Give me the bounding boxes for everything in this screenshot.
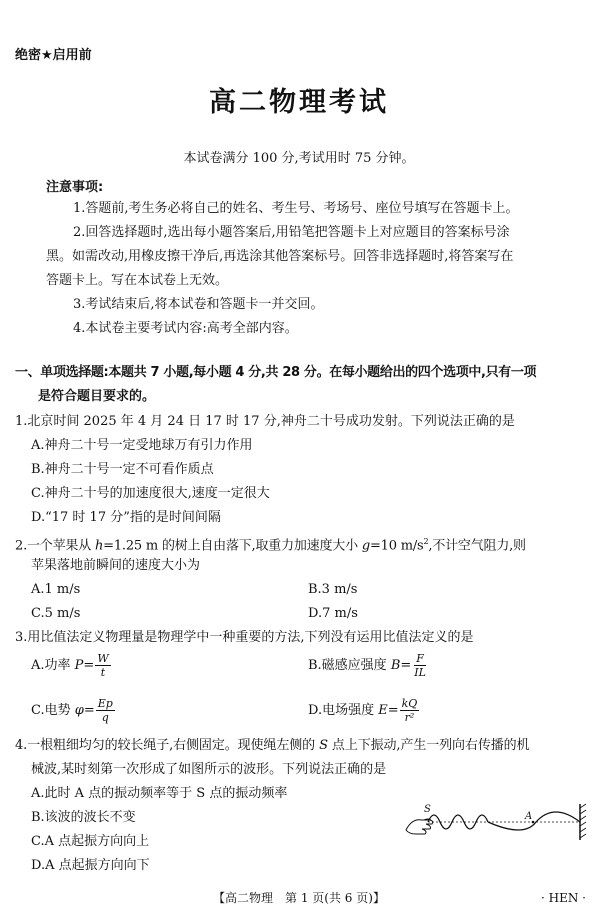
label-a: A bbox=[525, 811, 533, 822]
question-1-option-c: C.神舟二十号的加速度很大,速度一定很大 bbox=[31, 486, 270, 501]
exam-info: 本试卷满分 100 分,考试用时 75 分钟。 bbox=[183, 151, 415, 166]
question-2-option-b: B.3 m/s bbox=[308, 582, 358, 597]
note-1: 1.答题前,考生务必将自己的姓名、考生号、考场号、座位号填写在答题卡上。 bbox=[73, 201, 519, 216]
question-4-stem: 4.一根粗细均匀的较长绳子,右侧固定。现使绳左侧的 S 点上下振动,产生一列向右传播的机 bbox=[15, 738, 530, 753]
notes-heading: 注意事项: bbox=[46, 180, 104, 195]
question-3-option-a: A.功率 P= $\frac{W}{t}$ bbox=[31, 652, 109, 679]
question-2-option-c: C.5 m/s bbox=[31, 606, 81, 621]
question-3-option-b: B.磁感应强度 B= $\frac{F}{IL}$ bbox=[308, 652, 426, 679]
note-4: 4.本试卷主要考试内容:高考全部内容。 bbox=[73, 321, 298, 336]
question-4-option-c: C.A 点起振方向向上 bbox=[31, 834, 150, 849]
footer-code: · HEN · bbox=[541, 891, 586, 905]
note-3: 3.考试结束后,将本试卷和答题卡一并交回。 bbox=[73, 297, 324, 312]
question-2-option-d: D.7 m/s bbox=[308, 606, 358, 621]
question-3-option-c: C.电势 φ= $\frac{Ep}{q}$ bbox=[31, 697, 113, 724]
question-3-option-d: D.电场强度 E= $\frac{kQ}{\text{r²}}$ bbox=[308, 697, 418, 724]
question-4-option-a: A.此时 A 点的振动频率等于 S 点的振动频率 bbox=[31, 786, 288, 801]
question-2-stem-line-2: 苹果落地前瞬间的速度大小为 bbox=[31, 558, 201, 573]
section-heading-line-2: 是符合题目要求的。 bbox=[38, 389, 156, 404]
page-title: 高二物理考试 bbox=[209, 87, 389, 118]
question-1-stem: 1.北京时间 2025 年 4 月 24 日 17 时 17 分,神舟二十号成功发射。下列说法正确的是 bbox=[15, 414, 515, 429]
question-3-stem: 3.用比值法定义物理量是物理学中一种重要的方法,下列没有运用比值法定义的是 bbox=[15, 630, 474, 645]
confidential-label: 绝密★启用前 bbox=[15, 48, 92, 63]
question-4-option-b: B.该波的波长不变 bbox=[31, 810, 136, 825]
note-2-line-3: 答题卡上。写在本试卷上无效。 bbox=[46, 273, 229, 288]
question-2-option-a: A.1 m/s bbox=[31, 582, 81, 597]
question-4-option-d: D.A 点起振方向向下 bbox=[31, 858, 150, 873]
question-4-stem-line-2: 械波,某时刻第一次形成了如图所示的波形。下列说法正确的是 bbox=[31, 762, 387, 777]
page-footer: 【高二物理 第 1 页(共 6 页)】 bbox=[213, 891, 385, 905]
wall-hatch bbox=[580, 804, 586, 838]
section-heading-line-1: 一、单项选择题:本题共 7 小题,每小题 4 分,共 28 分。在每小题给出的四个选项中,只有一项 bbox=[15, 365, 537, 380]
question-1-option-b: B.神舟二十号一定不可看作质点 bbox=[31, 462, 214, 477]
note-2-line-2: 黑。如需改动,用橡皮擦干净后,再选涂其他答案标号。回答非选择题时,将答案写在 bbox=[46, 249, 514, 264]
wave-figure bbox=[404, 798, 592, 846]
question-1-option-a: A.神舟二十号一定受地球万有引力作用 bbox=[31, 438, 253, 453]
label-s: S bbox=[424, 804, 431, 815]
note-2-line-1: 2.回答选择题时,选出每小题答案后,用铅笔把答题卡上对应题目的答案标号涂 bbox=[73, 225, 510, 240]
question-1-option-d: D.“17 时 17 分”指的是时间间隔 bbox=[31, 510, 221, 525]
wave-curve bbox=[428, 812, 580, 830]
question-2-stem: 2.一个苹果从 h=1.25 m 的树上自由落下,取重力加速度大小 g=10 $m/s^2$,不计空气阻力,则 bbox=[15, 537, 526, 554]
